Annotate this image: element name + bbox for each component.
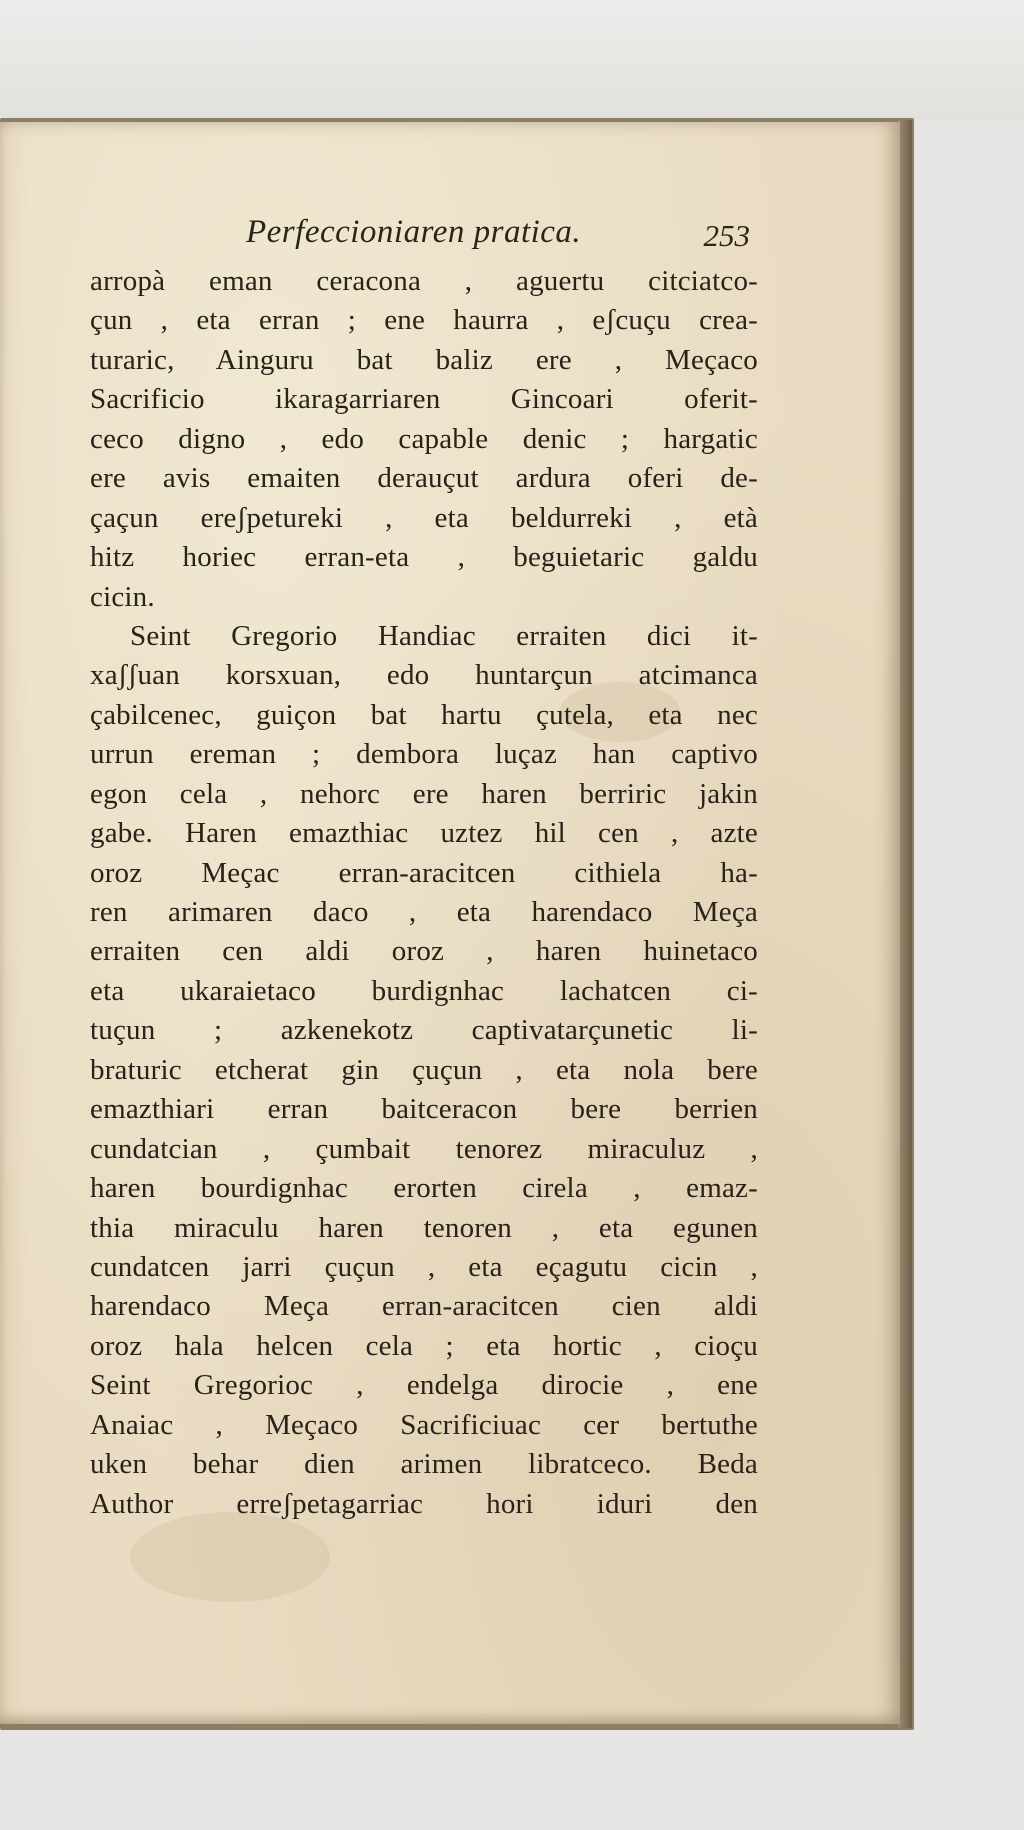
text-line: cundatcian , çumbait tenorez miraculuz , [90,1132,758,1165]
text-line: oroz Meçac erran-aracitcen cithiela ha- [90,856,758,889]
paper-stain [130,1512,330,1602]
body-text [90,262,758,1524]
text-line: thia miraculu haren tenoren , eta egunen [90,1211,758,1244]
catchword-line: Author erreʃpetagarriac hori iduri den [90,1487,758,1520]
text-line: emazthiari erran baitceracon bere berrien [90,1093,758,1126]
text-line: çun , eta erran ; ene haurra , eʃcuçu crea- [90,304,758,337]
text-line: urrun ereman ; dembora luçaz han captivo [90,738,758,771]
text-line: xaʃʃuan korsxuan, edo huntarçun atcimanca [90,659,758,692]
text-line: Seint Gregorioc , endelga dirocie , ene [90,1369,758,1402]
running-title: Perfeccioniaren pratica. [246,214,582,250]
text-line: cicin. [90,580,155,613]
text-line: ere avis emaiten derauçut ardura oferi de- [90,462,758,495]
text-line: haren bourdignhac erorten cirela , emaz- [90,1172,758,1205]
page-edge [898,120,912,1728]
text-line: çabilcenec, guiçon bat hartu çutela, eta nec [90,698,758,731]
text-line: çaçun ereʃpetureki , eta beldurreki , età [90,501,758,534]
backdrop [0,0,1024,120]
text-line: harendaco Meça erran-aracitcen cien aldi [90,1290,758,1323]
text-line: erraiten cen aldi oroz , haren huinetaco [90,935,758,968]
text-line: egon cela , nehorc ere haren berriric jakin [90,777,758,810]
text-line: arropà eman ceracona , aguertu citciatco- [90,265,758,297]
running-head [88,214,758,258]
text-line: cundatcen jarri çuçun , eta eçagutu cicin , [90,1250,758,1283]
text-line: turaric, Ainguru bat baliz ere , Meçaco [90,343,758,376]
text-line: ceco digno , edo capable denic ; hargatic [90,422,758,455]
text-line: gabe. Haren emazthiac uztez hil cen , azte [90,817,758,850]
text-line: ren arimaren daco , eta harendaco Meça [90,896,758,928]
text-line: eta ukaraietaco burdignhac lachatcen ci- [90,974,758,1007]
page-number: 253 [703,218,750,253]
text-line: hitz horiec erran-eta , beguietaric galdu [90,541,758,574]
text-line: Anaiac , Meçaco Sacrificiuac cer bertuthe [90,1408,758,1441]
text-line: braturic etcherat gin çuçun , eta nola bere [90,1053,758,1086]
text-line: uken behar dien arimen libratceco. Beda [90,1448,758,1481]
text-line: tuçun ; azkenekotz captivatarçunetic li- [90,1014,758,1047]
text-line: Sacrificio ikaragarriaren Gincoari oferit- [90,383,758,416]
text-line: oroz hala helcen cela ; eta hortic , cioçu [90,1329,758,1362]
paragraph-start-line: Seint Gregorio Handiac erraiten dici it- [130,619,758,652]
